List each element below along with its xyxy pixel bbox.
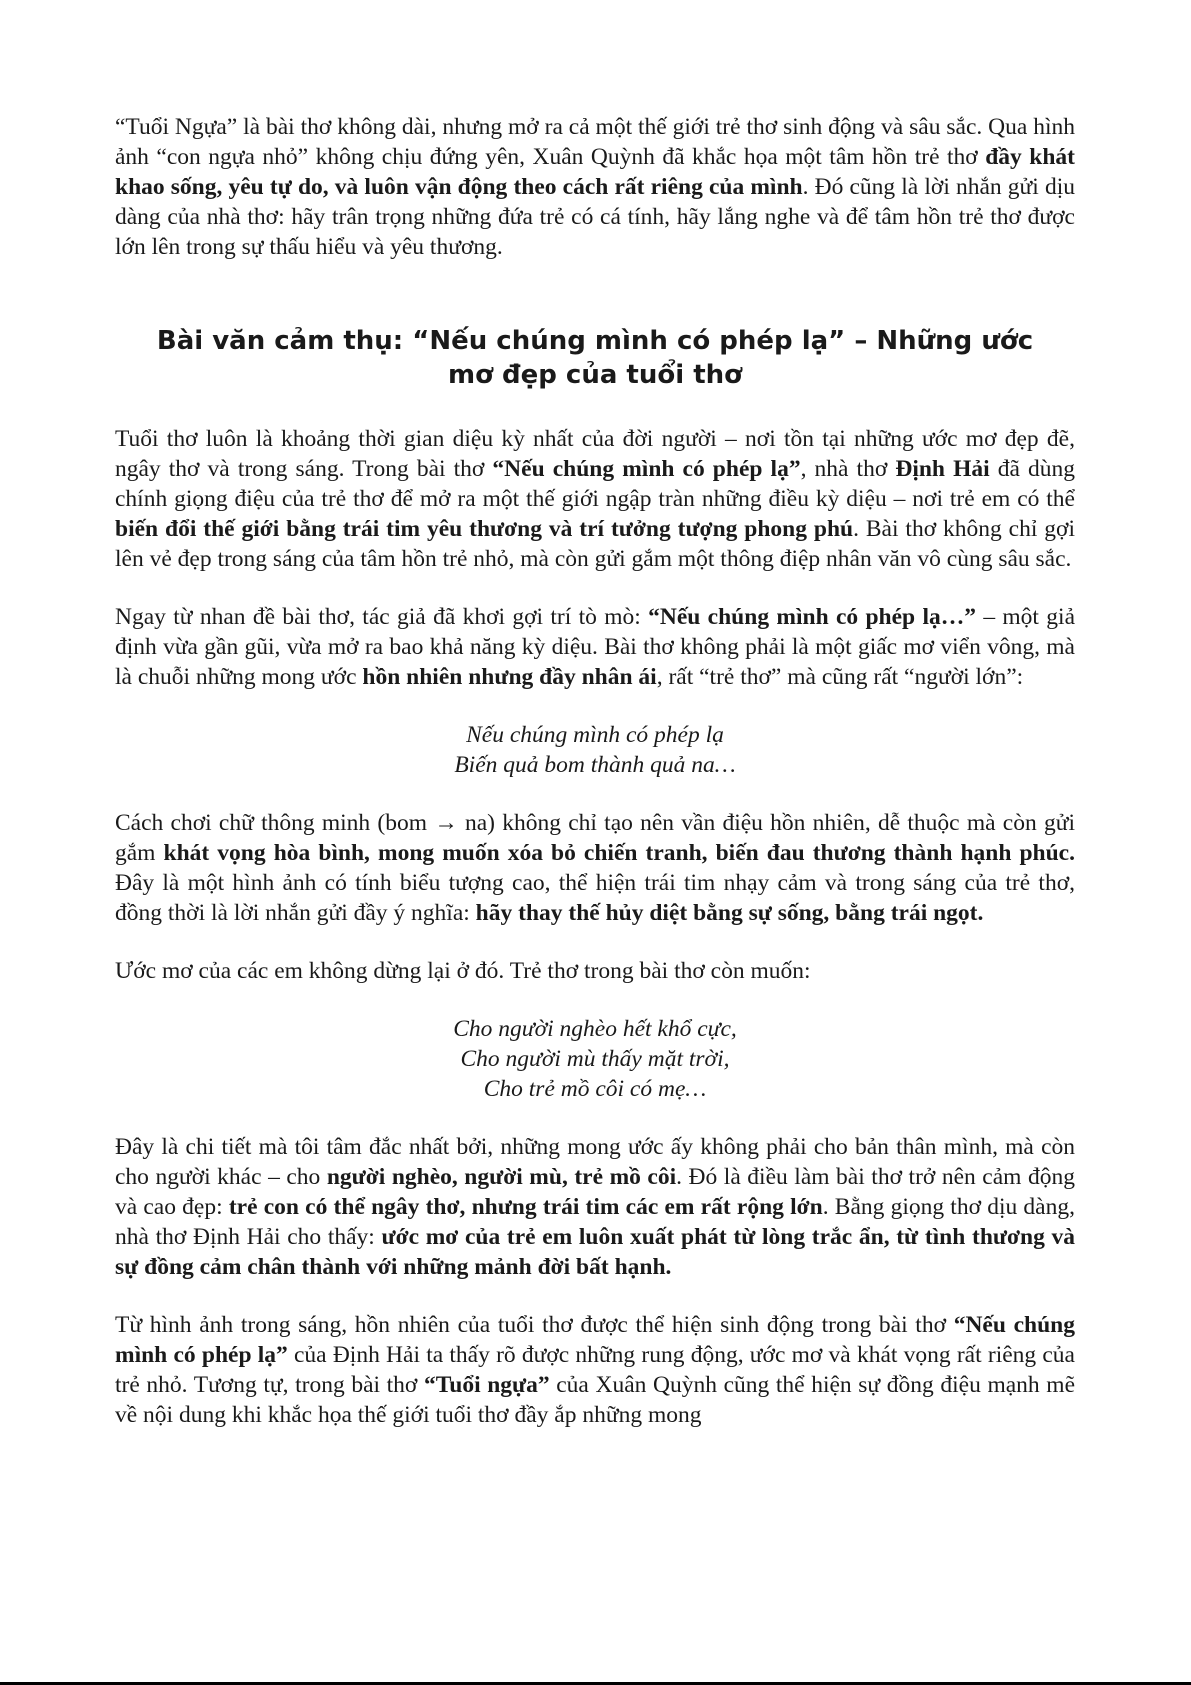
- text-span: của Định Hải ta thấy rõ được những rung động, ước mơ và khát vọng rất riêng của trẻ nhỏ. Tương tự, trong bài thơ: [115, 1342, 1075, 1398]
- paragraph-2: [115, 602, 1075, 692]
- text-span: của Xuân Quỳnh cũng thể hiện sự đồng điệu mạnh mẽ về nội dung khi khắc họa thế giới tuổi thơ đầy ắp những mong: [115, 1372, 1076, 1428]
- verse-1: [115, 720, 1075, 780]
- text-span: Tuổi thơ luôn là khoảng thời gian diệu kỳ nhất của đời người – nơi tồn tại những ước mơ đẹp đẽ, ngây thơ và trong sáng. Trong bài thơ: [115, 426, 1075, 482]
- text-span: Cách chơi chữ thông minh (bom → na) không chỉ tạo nên vần điệu hồn nhiên, dễ thuộc mà còn gửi gắm: [115, 810, 1075, 866]
- intro-paragraph: [115, 112, 1075, 262]
- paragraph-3: [115, 808, 1075, 928]
- paragraph-5: [115, 1132, 1075, 1282]
- paragraph-6: [115, 1310, 1075, 1430]
- verse-line: Biến quả bom thành quả na…: [454, 752, 736, 778]
- bold-span: hãy thay thế hủy diệt bằng sự sống, bằng trái ngọt.: [475, 900, 984, 926]
- text-span: – một giả định vừa gần gũi, vừa mở ra bao khả năng kỳ diệu. Bài thơ không phải là một giấc mơ viển vông, mà là chuỗi những mong ước: [115, 604, 1075, 690]
- section-heading: Bài văn cảm thụ: “Nếu chúng mình có phép lạ” – Những ước mơ đẹp của tuổi thơ: [156, 326, 1034, 390]
- paragraph-4: Ước mơ của các em không dừng lại ở đó. Trẻ thơ trong bài thơ còn muốn:: [115, 958, 811, 984]
- text-span: . Bằng giọng thơ dịu dàng, nhà thơ Định Hải cho thấy:: [115, 1194, 1075, 1250]
- bold-span: “Tuổi ngựa”: [423, 1372, 550, 1398]
- text-span: Từ hình ảnh trong sáng, hồn nhiên của tuổi thơ được thể hiện sinh động trong bài thơ: [115, 1312, 954, 1338]
- text-span: Đây là một hình ảnh có tính biểu tượng cao, thể hiện trái tim nhạy cảm và trong sáng của trẻ thơ, đồng thời là lời nhắn gửi đầy ý nghĩa:: [115, 870, 1075, 926]
- text-span: . Đó cũng là lời nhắn gửi dịu dàng của nhà thơ: hãy trân trọng những đứa trẻ có cá tính, hãy lắng nghe và để tâm hồn trẻ thơ được lớn lên trong sự thấu hiểu và yêu thương.: [115, 174, 1075, 260]
- bold-span: biến đổi thế giới bằng trái tim yêu thương và trí tưởng tượng phong phú: [115, 516, 854, 542]
- text-span: . Bài thơ không chỉ gợi lên vẻ đẹp trong sáng của tâm hồn trẻ nhỏ, mà còn gửi gắm một thông điệp nhân văn vô cùng sâu sắc.: [115, 516, 1075, 572]
- bold-span: hồn nhiên nhưng đầy nhân ái: [362, 664, 657, 690]
- text-span: Ngay từ nhan đề bài thơ, tác giả đã khơi gợi trí tò mò:: [115, 604, 649, 630]
- text-span: đã dùng chính giọng điệu của trẻ thơ để mở ra một thế giới ngập tràn những điều kỳ diệu – nơi trẻ em có thể: [115, 456, 1076, 512]
- bold-span: Định Hải: [895, 456, 990, 482]
- verse-2: [115, 1014, 1075, 1104]
- bold-span: “Nếu chúng mình có phép lạ…”: [648, 604, 976, 630]
- text-span: “Tuổi Ngựa” là bài thơ không dài, nhưng mở ra cả một thế giới trẻ thơ sinh động và sâu sắc. Qua hình ảnh “con ngựa nhỏ” không chịu đứng yên, Xuân Quỳnh đã khắc họa một tâm hồn trẻ thơ: [115, 114, 1075, 170]
- verse-line: Cho người mù thấy mặt trời,: [460, 1046, 730, 1072]
- bold-span: người nghèo, người mù, trẻ mồ côi: [326, 1164, 677, 1190]
- bold-span: khát vọng hòa bình, mong muốn xóa bỏ chiến tranh, biến đau thương thành hạnh phúc.: [163, 840, 1075, 866]
- text-span: . Đó là điều làm bài thơ trở nên cảm động và cao đẹp:: [115, 1164, 1075, 1220]
- bold-span: trẻ con có thể ngây thơ, nhưng trái tim các em rất rộng lớn: [228, 1194, 823, 1220]
- verse-line: Cho trẻ mồ côi có mẹ…: [483, 1076, 707, 1102]
- bold-span: “Nếu chúng mình có phép lạ”: [492, 456, 801, 482]
- text-span: , rất “trẻ thơ” mà cũng rất “người lớn”:: [656, 664, 1024, 690]
- paragraph-1: [115, 424, 1075, 574]
- verse-line: Cho người nghèo hết khổ cực,: [453, 1016, 737, 1042]
- text-span: Đây là chi tiết mà tôi tâm đắc nhất bởi, những mong ước ấy không phải cho bản thân mình, mà còn cho người khác – cho: [115, 1134, 1075, 1190]
- text-span: , nhà thơ: [800, 456, 896, 482]
- verse-line: Nếu chúng mình có phép lạ: [466, 722, 724, 748]
- document-page: [115, 112, 1075, 1430]
- bold-span: “Nếu chúng mình có phép lạ”: [115, 1312, 1075, 1368]
- bold-span: đầy khát khao sống, yêu tự do, và luôn vận động theo cách rất riêng của mình: [115, 144, 1075, 200]
- bold-span: ước mơ của trẻ em luôn xuất phát từ lòng trắc ẩn, từ tình thương và sự đồng cảm chân thành với những mảnh đời bất hạnh.: [115, 1224, 1075, 1280]
